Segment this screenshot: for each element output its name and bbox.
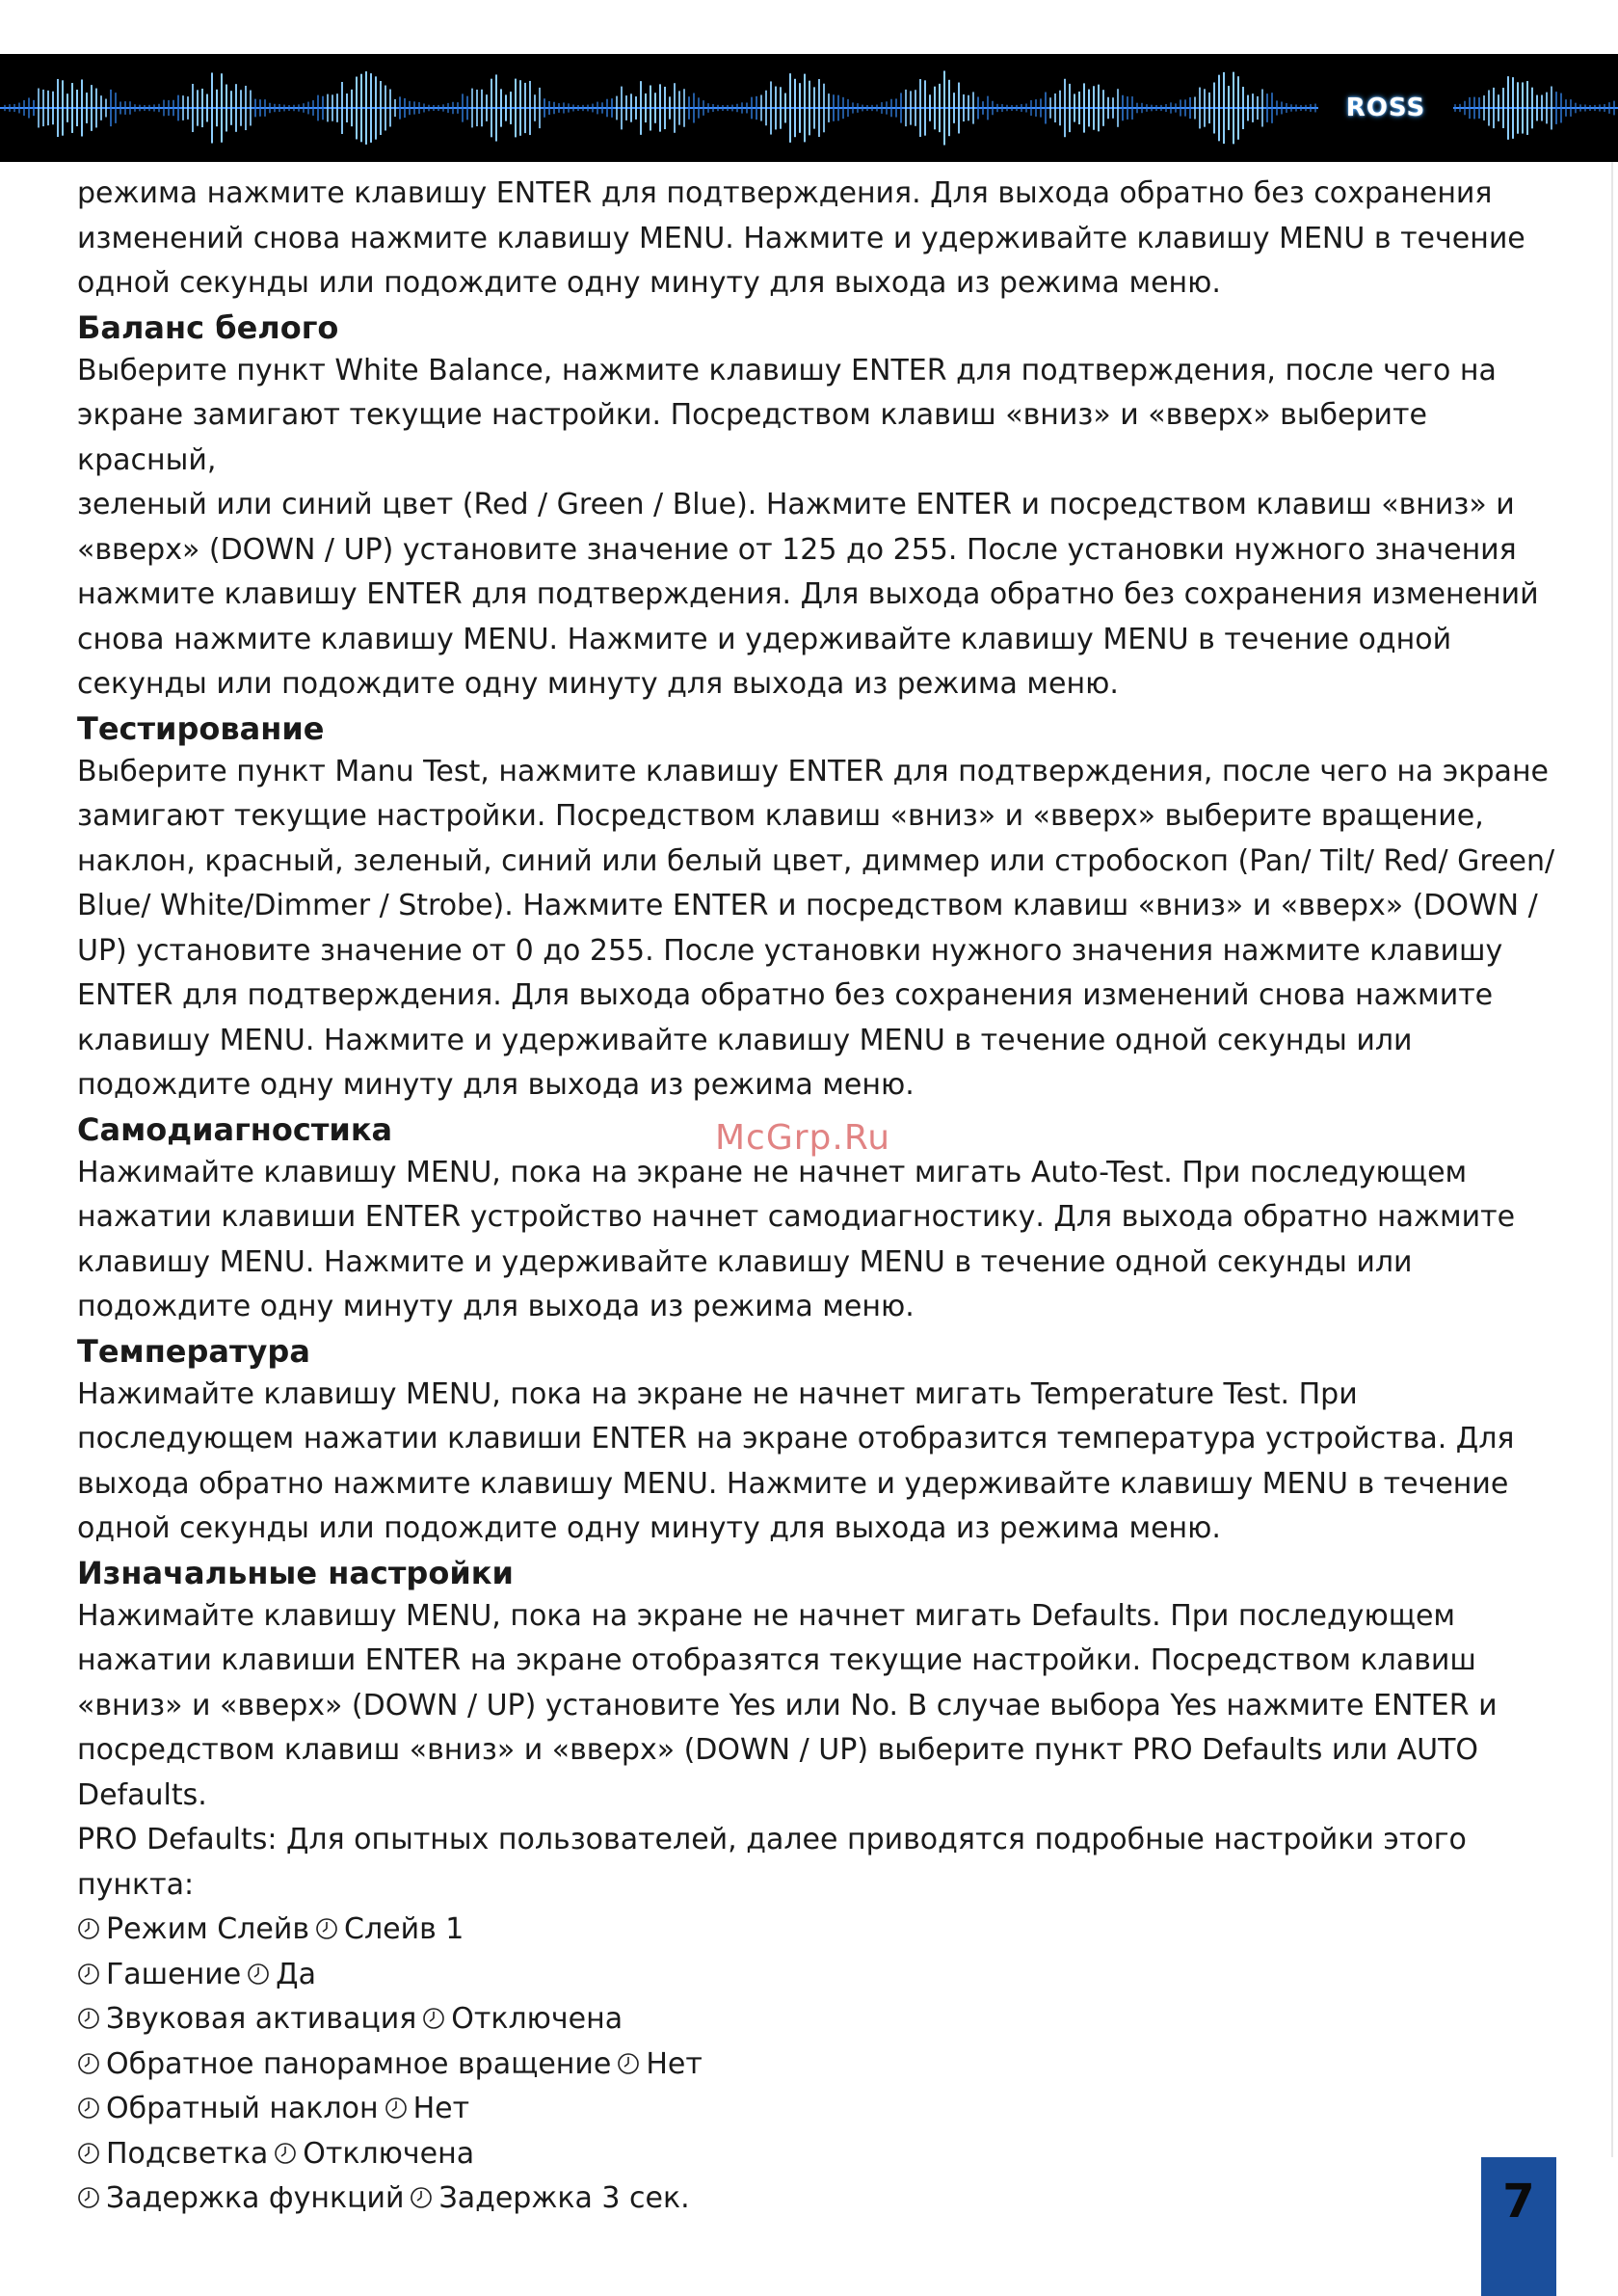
text-line: Blue/ White/Dimmer / Strobe). Нажмите ENTER и посредством клавиш «вниз» и «вверх» (DOWN / <box>77 889 1538 922</box>
text-line: Нажимайте клавишу MENU, пока на экране не начнет мигать Defaults. При последующем <box>77 1598 1456 1633</box>
clock-icon <box>274 2134 297 2157</box>
text-line: «вверх» (DOWN / UP) установите значение от 125 до 255. После установки нужного значения <box>77 532 1517 567</box>
header-banner <box>0 54 1618 162</box>
text-line: пункта: <box>77 1867 195 1902</box>
pro-defaults-paragraph <box>77 1818 1561 1908</box>
text-line: UP) установите значение от 0 до 255. После установки нужного значения нажмите клавишу <box>77 933 1503 968</box>
self-diagnostics-paragraph <box>77 1151 1561 1330</box>
text-line: Выберите пункт Manu Test, нажмите клавишу ENTER для подтверждения, после чего на экране <box>77 754 1550 788</box>
section-title-self-diagnostics: Самодиагностика <box>77 1110 393 1148</box>
section-title-white-balance: Баланс белого <box>77 308 339 346</box>
setting-value: Отключена <box>451 2002 623 2036</box>
section-title-testing: Тестирование <box>77 709 325 747</box>
text-line: последующем нажатии клавиши ENTER на экране отобразится температура устройства. Для <box>77 1422 1515 1455</box>
setting-name: Задержка функций <box>106 2181 405 2215</box>
clock-icon <box>385 2089 408 2112</box>
setting-name: Обратный наклон <box>106 2092 379 2125</box>
setting-value: Отключена <box>303 2136 475 2171</box>
text-line: снова нажмите клавишу MENU. Нажмите и удерживайте клавишу MENU в течение одной <box>77 622 1452 656</box>
text-line: подождите одну минуту для выхода из режима меню. <box>77 1068 915 1102</box>
settings-list-item <box>77 1953 1561 1998</box>
settings-list-item <box>77 1997 1561 2042</box>
brand-logo <box>1318 54 1453 162</box>
text-line: Нажимайте клавишу MENU, пока на экране не начнет мигать Temperature Test. При <box>77 1376 1358 1411</box>
section-title-temperature: Температура <box>77 1332 310 1370</box>
setting-value: Да <box>276 1957 316 1991</box>
text-line: PRO Defaults: Для опытных пользователей, далее приводятся подробные настройки этого <box>77 1823 1467 1856</box>
setting-value: Слейв 1 <box>344 1912 464 1946</box>
text-line: замигают текущие настройки. Посредством клавиш «вниз» и «вверх» выберите вращение, <box>77 799 1484 833</box>
text-line: клавишу MENU. Нажмите и удерживайте клавишу MENU в течение одной секунды или <box>77 1023 1413 1057</box>
settings-list-item <box>77 2176 1561 2222</box>
setting-value: Задержка 3 сек. <box>438 2181 690 2215</box>
clock-icon <box>617 2044 640 2068</box>
intro-paragraph <box>77 172 1561 307</box>
clock-icon <box>77 2178 100 2202</box>
page-number: 7 <box>1502 2175 1535 2229</box>
brand-name: ROSS <box>1345 93 1426 122</box>
text-line: посредством клавиш «вниз» и «вверх» (DOWN / UP) выберите пункт PRO Defaults или AUTO <box>77 1733 1479 1767</box>
white-balance-paragraph <box>77 349 1561 707</box>
pro-defaults-settings-list <box>77 1908 1561 2222</box>
text-line: клавишу MENU. Нажмите и удерживайте клавишу MENU в течение одной секунды или <box>77 1244 1413 1279</box>
setting-name: Звуковая активация <box>106 2002 417 2036</box>
clock-icon <box>422 1999 445 2022</box>
text-line: выхода обратно нажмите клавишу MENU. Нажмите и удерживайте клавишу MENU в течение <box>77 1466 1509 1501</box>
testing-paragraph <box>77 750 1561 1108</box>
setting-value: Нет <box>412 2092 470 2125</box>
text-line: Выберите пункт White Balance, нажмите клавишу ENTER для подтверждения, после чего на <box>77 353 1497 387</box>
text-line: одной секунды или подождите одну минуту для выхода из режима меню. <box>77 266 1221 300</box>
text-line: зеленый или синий цвет (Red / Green / Blue). Нажмите ENTER и посредством клавиш «вниз» и <box>77 488 1515 521</box>
section-title-defaults: Изначальные настройки <box>77 1554 514 1591</box>
temperature-paragraph <box>77 1373 1561 1552</box>
clock-icon <box>77 1955 100 1978</box>
text-line: нажатии клавиши ENTER устройство начнет самодиагностику. Для выхода обратно нажмите <box>77 1200 1516 1234</box>
settings-list-item <box>77 2087 1561 2132</box>
settings-list-item <box>77 2042 1561 2088</box>
clock-icon <box>315 1909 338 1933</box>
page-number-box <box>1481 2157 1556 2296</box>
settings-list-item <box>77 2132 1561 2177</box>
settings-list-item <box>77 1908 1561 1953</box>
clock-icon <box>77 2134 100 2157</box>
setting-name: Гашение <box>106 1957 242 1991</box>
clock-icon <box>77 1909 100 1933</box>
defaults-paragraph <box>77 1594 1561 1819</box>
text-line: Нажимайте клавишу MENU, пока на экране не начнет мигать Auto-Test. При последующем <box>77 1155 1468 1189</box>
text-line: «вниз» и «вверх» (DOWN / UP) установите Yes или No. В случае выбора Yes нажмите ENTER и <box>77 1688 1498 1722</box>
text-line: нажатии клавиши ENTER на экране отобразятся текущие настройки. Посредством клавиш <box>77 1643 1476 1677</box>
clock-icon <box>77 2089 100 2112</box>
text-line: подождите одну минуту для выхода из режима меню. <box>77 1290 915 1323</box>
setting-value: Нет <box>646 2046 703 2081</box>
clock-icon <box>247 1955 270 1978</box>
text-line: изменений снова нажмите клавишу MENU. Нажмите и удерживайте клавишу MENU в течение <box>77 221 1525 255</box>
clock-icon <box>410 2178 433 2202</box>
clock-icon <box>77 2044 100 2068</box>
document-body <box>77 172 1561 2222</box>
text-line: одной секунды или подождите одну минуту для выхода из режима меню. <box>77 1511 1221 1545</box>
setting-name: Режим Слейв <box>106 1912 309 1946</box>
text-line: режима нажмите клавишу ENTER для подтверждения. Для выхода обратно без сохранения <box>77 176 1493 210</box>
text-line: секунды или подождите одну минуту для выхода из режима меню. <box>77 667 1119 701</box>
clock-icon <box>77 1999 100 2022</box>
text-line: Defaults. <box>77 1777 207 1812</box>
watermark: McGrp.Ru <box>715 1118 891 1158</box>
text-line: экране замигают текущие настройки. Посредством клавиш «вниз» и «вверх» выберите красный, <box>77 398 1427 477</box>
text-line: нажмите клавишу ENTER для подтверждения. Для выхода обратно без сохранения изменений <box>77 577 1539 611</box>
text-line: наклон, красный, зеленый, синий или белый цвет, диммер или стробоскоп (Pan/ Tilt/ Red/ Green/ <box>77 843 1555 878</box>
page-edge-rule <box>1611 162 1613 2157</box>
text-line: ENTER для подтверждения. Для выхода обратно без сохранения изменений снова нажмите <box>77 978 1494 1012</box>
setting-name: Обратное панорамное вращение <box>106 2046 612 2081</box>
setting-name: Подсветка <box>106 2136 269 2171</box>
